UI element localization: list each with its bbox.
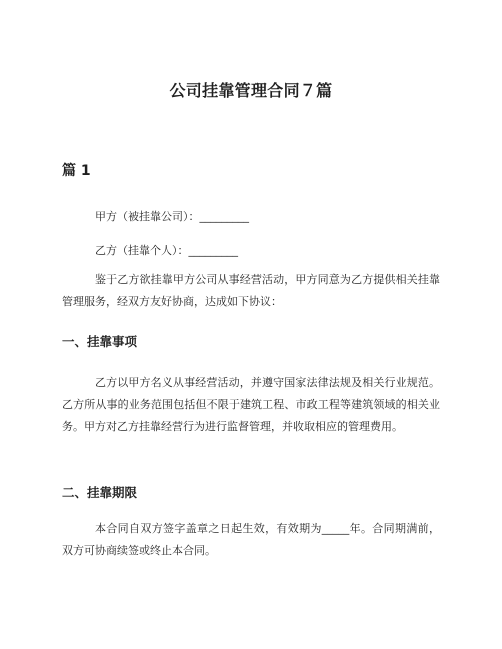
clause-body-1: 乙方以甲方名义从事经营活动，并遵守国家法律法规及相关行业规范。乙方所从事的业务范围包括但不限于建筑工程、市政工程等建筑领域的相关业务。甲方对乙方挂靠经营行为进行监督管理，并收取相应的管理费用。: [62, 376, 440, 433]
document-title: 公司挂靠管理合同７篇: [169, 81, 333, 100]
intro-paragraph: 鉴于乙方欲挂靠甲方公司从事经营活动，甲方同意为乙方提供相关挂靠管理服务，经双方友好协商，达成如下协议：: [62, 273, 440, 308]
section-heading: 篇 1: [62, 163, 91, 179]
party-b-line: 乙方（挂靠个人）：_________: [95, 244, 238, 257]
clause-heading-2: 二、挂靠期限: [62, 485, 138, 500]
party-a-line: 甲方（被挂靠公司）：_________: [95, 210, 249, 223]
clause-heading-1: 一、挂靠事项: [62, 334, 138, 349]
clause-body-2: 本合同自双方签字盖章之日起生效，有效期为_____年。合同期满前，双方可协商续签或终止本合同。: [62, 522, 440, 557]
